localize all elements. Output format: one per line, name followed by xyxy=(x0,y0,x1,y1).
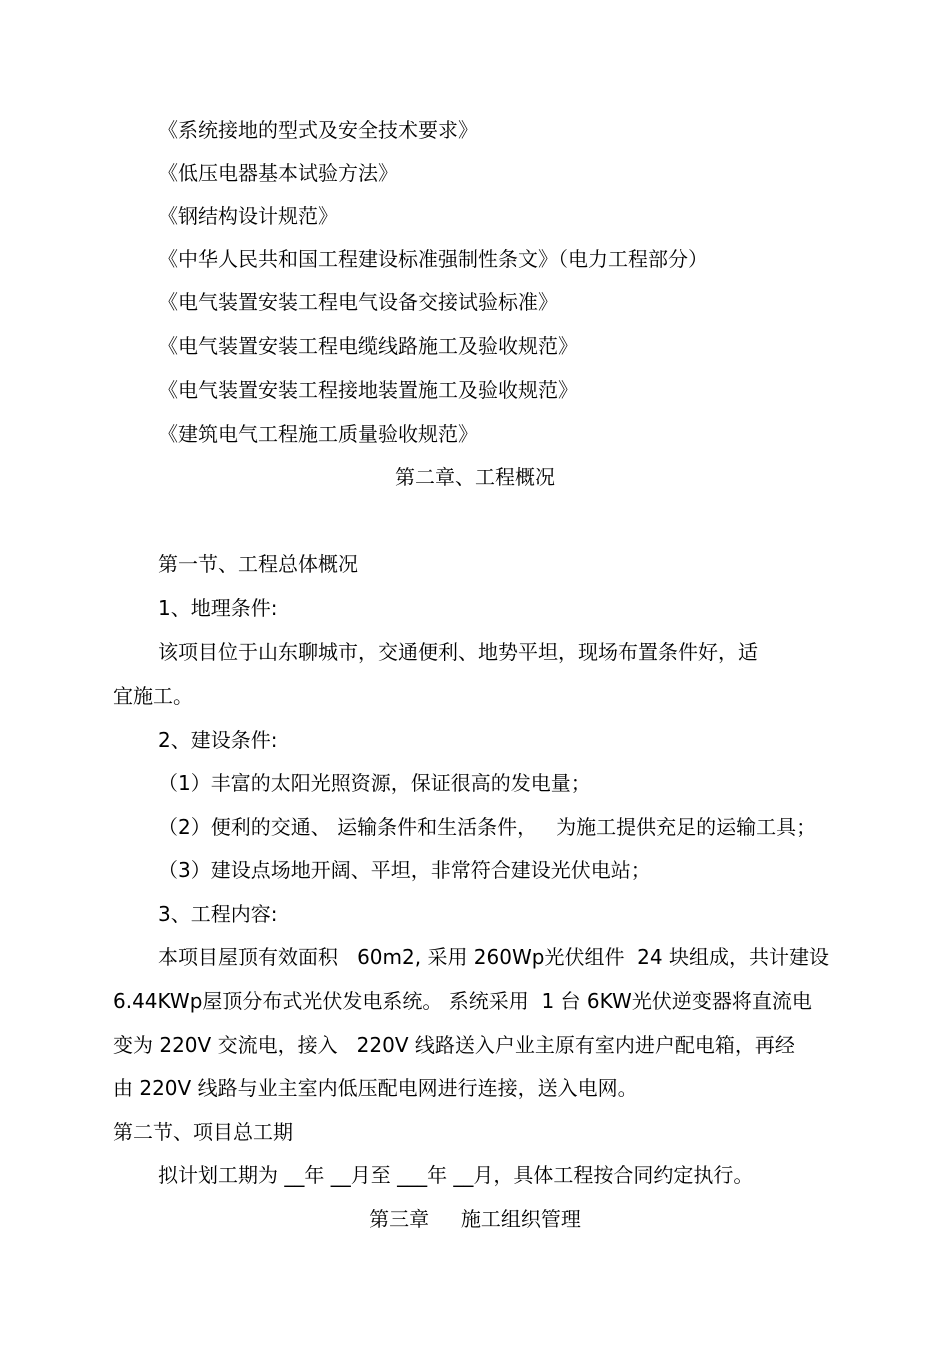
chapter-3-title: 第三章 施工组织管理 xyxy=(369,1207,581,1231)
standard-item: 《低压电器基本试验方法》 xyxy=(158,161,398,185)
standard-item: 《钢结构设计规范》 xyxy=(158,204,338,228)
section-1-title: 第一节、工程总体概况 xyxy=(158,552,358,576)
build-item: （1）丰富的太阳光照资源，保证很高的发电量； xyxy=(158,771,591,795)
build-heading: 2、建设条件: xyxy=(158,728,278,752)
build-item: （3）建设点场地开阔、平坦，非常符合建设光伏电站； xyxy=(158,858,651,882)
content-line: 本项目屋顶有效面积 60m2, 采用 260Wp光伏组件 24 块组成，共计建设 xyxy=(158,945,829,969)
standard-item: 《系统接地的型式及安全技术要求》 xyxy=(158,118,478,142)
standard-item: 《电气装置安装工程接地装置施工及验收规范》 xyxy=(158,378,578,402)
build-item: （2）便利的交通、 运输条件和生活条件， 为施工提供充足的运输工具； xyxy=(158,815,817,839)
section-2-title: 第二节、项目总工期 xyxy=(113,1120,293,1144)
geo-heading: 1、地理条件: xyxy=(158,596,278,620)
geo-text-line: 该项目位于山东聊城市，交通便利、地势平坦，现场布置条件好，适 xyxy=(158,640,758,664)
content-line: 变为 220V 交流电，接入 220V 线路送入户业主原有室内进户配电箱，再经 xyxy=(113,1033,795,1057)
chapter-2-title: 第二章、工程概况 xyxy=(395,465,555,489)
schedule-text: 拟计划工期为 __年 __月至 ___年 __月，具体工程按合同约定执行。 xyxy=(158,1163,754,1187)
standard-item: 《中华人民共和国工程建设标准强制性条文》（电力工程部分） xyxy=(158,247,708,271)
standard-item: 《电气装置安装工程电缆线路施工及验收规范》 xyxy=(158,334,578,358)
standard-item: 《电气装置安装工程电气设备交接试验标准》 xyxy=(158,290,558,314)
content-line: 6.44KWp屋顶分布式光伏发电系统。 系统采用 1 台 6KW光伏逆变器将直流电 xyxy=(113,989,812,1013)
content-line: 由 220V 线路与业主室内低压配电网进行连接，送入电网。 xyxy=(113,1076,638,1100)
content-heading: 3、工程内容: xyxy=(158,902,278,926)
standard-item: 《建筑电气工程施工质量验收规范》 xyxy=(158,422,478,446)
geo-text-line: 宜施工。 xyxy=(113,684,193,708)
